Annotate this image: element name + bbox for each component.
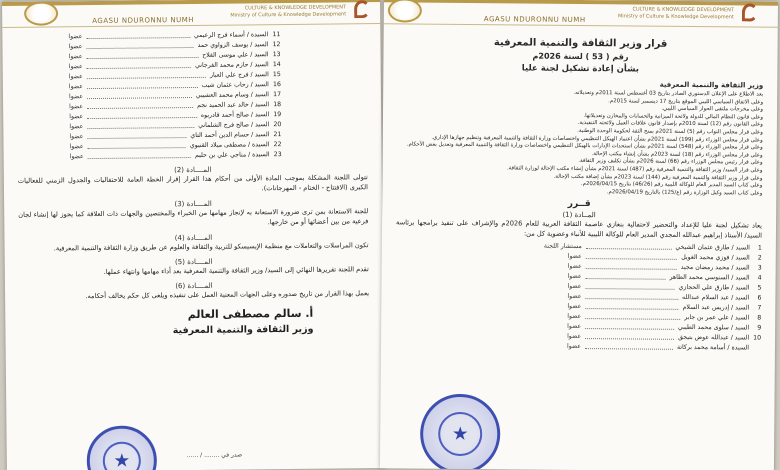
member-role: عضوا <box>567 292 582 300</box>
member-name: السيد / وسام محمد العشيبي <box>195 90 270 99</box>
member-name: السيدة / مصطفى ميلاد القنيوي <box>189 140 270 149</box>
article-2-text: تتولى اللجنة المشكلة بموجب المادة الأولى من أحكام هذا القرار إقرار الخطة العامة للاحتفاليات والجدول الزمني للفعاليات الكبرى (الافتتاح - الختام - المهرجانات). <box>17 173 369 193</box>
member-number: 18 <box>273 100 282 108</box>
article-3-title: المــــادة (3) <box>174 199 212 209</box>
emblem-logo <box>388 0 422 23</box>
article-6-title: المــــادة (6) <box>175 281 213 291</box>
preamble-item: وعلى قرار مجلس الوزراء رقم (18) لسنة 2023م بشأن إنشاء مكتب الإحالة. <box>591 150 763 159</box>
preamble-item: وعلى قرار السيد/ وزير الثقافة والتنمية المعرفية رقم (487) لسنة 2021م بشأن إنشاء مكتب الإحالة لوزارة الثقافة. <box>506 165 763 174</box>
member-name: السيد / صالح أحمد قادربوه <box>200 110 270 119</box>
member-role: عضوا <box>567 282 582 290</box>
preamble-item: وعلى الاتفاق السياسي الليبي الموقع بتاريخ 17 ديسمبر لسنة 2015م. <box>608 97 764 106</box>
article-4-title: المــــادة (4) <box>174 233 213 243</box>
decree-number: رقم ( 53 ) لسنة 2026م <box>532 51 629 62</box>
member-row <box>541 341 761 353</box>
preamble-item: وعلى قرار مجلس الوزراء رقم (199) لسنة 2021م بشأن اعتماد الهيكل التنظيمي واختصاصات وزارة الثقافة والتنمية المعرفية وتنظيم جهازها الإداري. <box>431 134 763 144</box>
member-number: 16 <box>272 80 281 88</box>
preamble-item: وعلى قانون النظام المالي للدولة ولائحة الميزانية والحسابات والمخازن وتعديلاتها. <box>583 112 764 121</box>
letterhead-sub: Ministry of Culture & Knowledge Development <box>617 13 734 21</box>
member-role: عضوا <box>69 122 84 130</box>
member-list-right <box>381 238 776 353</box>
member-number: 20 <box>273 120 282 128</box>
member-name: السيد / حسام الدين أحمد التاي <box>190 130 270 139</box>
official-stamp-right <box>420 394 501 470</box>
member-name: السيد / طارق عثمان الشيخي <box>675 243 750 252</box>
member-number: 8 <box>757 314 762 322</box>
member-role: عضوا <box>567 332 582 340</box>
signature-role: وزير الثقافة والتنمية المعرفية <box>172 323 314 337</box>
member-name: السيد / علي موسى الفلاح <box>202 50 269 59</box>
member-number: 2 <box>757 254 762 262</box>
member-number: 4 <box>757 274 762 282</box>
preamble-item: وعلى مخرجات ملتقى الحوار السياسي الليبي. <box>661 105 764 113</box>
letterhead-sub: Ministry of Culture & Knowledge Development <box>230 11 347 19</box>
member-name: السيد / فرج علي العبار <box>209 70 269 79</box>
dotted-leader <box>87 82 198 88</box>
member-number: 1 <box>757 244 762 252</box>
dotted-leader <box>88 153 191 159</box>
stamp-emblem-icon: ★ <box>438 412 483 457</box>
dotted-leader <box>87 63 191 69</box>
member-role: عضوا <box>68 72 83 80</box>
dotted-leader <box>87 92 192 98</box>
member-role: عضوا <box>69 132 84 140</box>
article-2-title: المــــادة (2) <box>174 165 212 175</box>
ministry-logo-swirl <box>742 3 758 21</box>
member-role: عضوا <box>68 92 84 100</box>
member-name: السيد / صالح فرج الشلماني <box>198 120 270 129</box>
letterhead-mark: CULTURE & KNOWLEDGE DEVELOPMENT <box>632 6 734 14</box>
member-row <box>44 149 282 161</box>
member-name: السيد / طارق علي الحجازي <box>678 283 750 292</box>
decided-heading: قــرر <box>567 199 591 210</box>
member-role: عضوا <box>69 102 84 110</box>
dotted-leader <box>585 314 680 320</box>
letterhead-org: AGASU NDURONNU NUMH <box>483 15 586 25</box>
preamble-item: وعلى قرار مجلس الوزراء رقم (548) لسنة 2021م بشأن استحداث الإدارات بالهيكل التنظيمي واختصاصات وزارة الثقافة والتنمية المعرفية وتعديل بعض الأحكام. <box>406 141 763 151</box>
member-number: 7 <box>757 304 762 312</box>
decree-title: قرار وزير الثقافة والتنمية المعرفية <box>493 37 668 50</box>
preamble-item: وعلى قرار وزير الثقافة والتنمية المعرفية رقم (144) لسنة 2023م بشأن إضافة مكتب الإحالة. <box>553 173 763 182</box>
dotted-leader <box>87 52 199 58</box>
issue-date-note: صدر في ........ / ...... <box>186 451 243 460</box>
preamble-item: وعلى كتاب السيد وكيل الوزارة رقم (ع/125) بالتاريخ 2026/04/19م. <box>606 188 763 197</box>
letterhead <box>384 0 778 28</box>
member-name: السيد / عبدالله عوض بتيجق <box>678 333 750 342</box>
dotted-leader <box>585 344 673 350</box>
member-name: السيد / علي عمر بن جابر <box>684 313 750 322</box>
preamble-item: بعد الاطلاع على الإعلان الدستوري الصادر بتاريخ 03 أغسطس لسنة 2011م وتعديلاته. <box>573 89 764 98</box>
member-role: عضوا <box>68 82 83 90</box>
member-role: عضوا <box>567 302 582 310</box>
dotted-leader <box>86 33 190 39</box>
dotted-leader <box>87 133 186 139</box>
member-role: عضوا <box>567 272 582 280</box>
member-number: 14 <box>272 60 281 68</box>
dotted-leader <box>87 72 206 78</box>
member-name: السيد / سلوى محمد الطيبي <box>677 323 750 332</box>
article-1-text: يعاد تشكيل لجنة عليا للإعداد والتحضير لاحتفالية بنغازي عاصمة الثقافة العربية للعام 2026م والإشراف على تنفيذ برامجها برئاسة السيد/ الأستاذ إبراهيم عبدالله المجدي المدير العام للوكالة الليبية للأنباء وعضوية كل من: <box>396 218 763 240</box>
member-number: 22 <box>273 140 282 148</box>
member-name: السيدة / مناجي علي بن حليم <box>194 150 270 159</box>
member-role: عضوا <box>68 42 83 50</box>
member-number: 10 <box>753 334 762 342</box>
member-name: السيد / خالد عبد الحميد نجم <box>197 100 270 109</box>
member-name: السيد / حازم محمد الفرجاني <box>195 60 269 69</box>
dotted-leader <box>86 42 193 48</box>
decree-subject: بشأن إعادة تشكيل لجنة عليا <box>521 63 640 75</box>
preamble-item: وعلى كتاب السيد المدير العام للوكالة الليبية رقم (46/26) بتاريخ 2026/04/15م. <box>580 181 763 189</box>
article-6-text: يعمل بهذا القرار من تاريخ صدوره وعلى الجهات المعنية العمل على تنفيذه ويلغى كل حكم يخالف أحكامه. <box>85 289 370 301</box>
stamp-emblem-icon: ★ <box>102 441 141 470</box>
dotted-leader <box>585 304 678 310</box>
ministry-logo-swirl <box>354 0 370 18</box>
member-name: السيد / رحاب عثمان شيب <box>201 80 269 89</box>
member-number: 5 <box>757 284 762 292</box>
dotted-leader <box>586 274 666 280</box>
member-number: 15 <box>272 70 281 78</box>
member-number: 19 <box>273 110 282 118</box>
document-page-right <box>380 0 778 470</box>
dotted-leader <box>87 122 194 128</box>
member-role: مستشار اللجنة <box>543 242 582 250</box>
member-role: عضوا <box>567 262 582 270</box>
member-role: عضوا <box>567 322 582 330</box>
member-role: عضوا <box>68 32 83 40</box>
member-role: عضوا <box>68 52 83 60</box>
signature-name: أ. سالم مصطفى العالم <box>187 306 314 322</box>
preamble-list <box>382 88 777 198</box>
article-1-title: المــادة (1) <box>562 211 596 220</box>
dotted-leader <box>585 284 674 290</box>
dotted-leader <box>586 244 672 250</box>
preamble-item: وعلى قرار مجلس النواب رقم (5) لسنة 2021م بمنح الثقة لحكومة الوحدة الوطنية. <box>577 127 763 136</box>
preamble-item: وعلى القانون رقم (12) لسنة 2010م بإصدار قانون علاقات العمل ولائحته التنفيذية. <box>577 120 763 128</box>
member-number: 17 <box>273 90 282 98</box>
letterhead-bar <box>384 0 778 6</box>
member-role: عضوا <box>567 312 582 320</box>
member-role: عضوا <box>68 62 83 70</box>
member-name: السيد / يوسف الزواوي حمد <box>197 40 269 49</box>
dotted-leader <box>585 294 678 300</box>
letterhead <box>2 0 380 28</box>
emblem-logo <box>24 1 58 25</box>
member-number: 13 <box>272 50 281 58</box>
dotted-leader <box>586 254 678 260</box>
article-5-title: المــــادة (5) <box>174 257 213 267</box>
member-role: عضوا <box>69 142 84 150</box>
member-name: السيدة / أسامة محمد بركاتة <box>676 343 750 352</box>
member-number: 12 <box>272 40 281 48</box>
article-5-text: تقدم اللجنة تقريرها النهائي إلى السيد/ وزير الثقافة والتنمية المعرفية بعد أداء مهامها وانتهاء عملها. <box>103 265 369 276</box>
article-4-text: تكون المراسلات والتعاملات مع منظمة الإيسيسكو للتربية والثقافة والعلوم عن طريق وزارة الثقافة والتنمية المعرفية. <box>53 241 369 253</box>
member-role: عضوا <box>567 252 582 260</box>
member-role: عضوا <box>566 342 582 350</box>
member-name: السيد / إدريس عبد السلام <box>682 303 750 312</box>
document-page-left <box>2 0 385 470</box>
member-number: 23 <box>273 150 282 158</box>
member-name: السيد / عبد السلام عبدالله <box>681 293 750 302</box>
letterhead-org: AGASU NDURONNU NUMH <box>92 15 195 26</box>
dotted-leader <box>585 334 674 340</box>
member-role: عضوا <box>69 152 84 160</box>
dotted-leader <box>87 112 197 118</box>
member-name: السيدة / أسماء فرج الرعيمي <box>193 30 269 39</box>
member-name: السيد / السنوسي محمد الطاهر <box>669 273 750 282</box>
member-list-left <box>2 24 381 162</box>
official-stamp-left <box>86 425 157 470</box>
member-name: السيد / محمد رمضان مجيد <box>680 263 750 272</box>
dotted-leader <box>87 102 193 108</box>
preamble-heading: وزير الثقافة والتنمية المعرفية <box>659 80 764 90</box>
dotted-leader <box>87 143 185 149</box>
member-number: 21 <box>273 130 282 138</box>
member-number: 9 <box>757 324 762 332</box>
member-number: 3 <box>757 264 762 272</box>
dotted-leader <box>586 264 677 270</box>
member-role: عضوا <box>69 112 84 120</box>
member-name: السيد / فوزي محمد الغويل <box>681 253 750 262</box>
member-number: 11 <box>272 30 281 38</box>
member-number: 6 <box>757 294 762 302</box>
letterhead-mark: CULTURE & KNOWLEDGE DEVELOPMENT <box>244 4 347 12</box>
dotted-leader <box>585 324 674 330</box>
preamble-item: وعلى قرار رئيس مجلس الوزراء رقم (66) لسنة 2026م بشأن تكليف وزير الثقافة. <box>578 158 763 166</box>
article-3-text: للجنة الاستعانة بمن ترى ضرورة الاستعانة به لإنجاز مهامها من الخبراء والمختصين والجهات ذات العلاقة كما يجوز لها إنشاء لجان فرعية من بين أعضائها أو من خارجها. <box>18 207 369 227</box>
